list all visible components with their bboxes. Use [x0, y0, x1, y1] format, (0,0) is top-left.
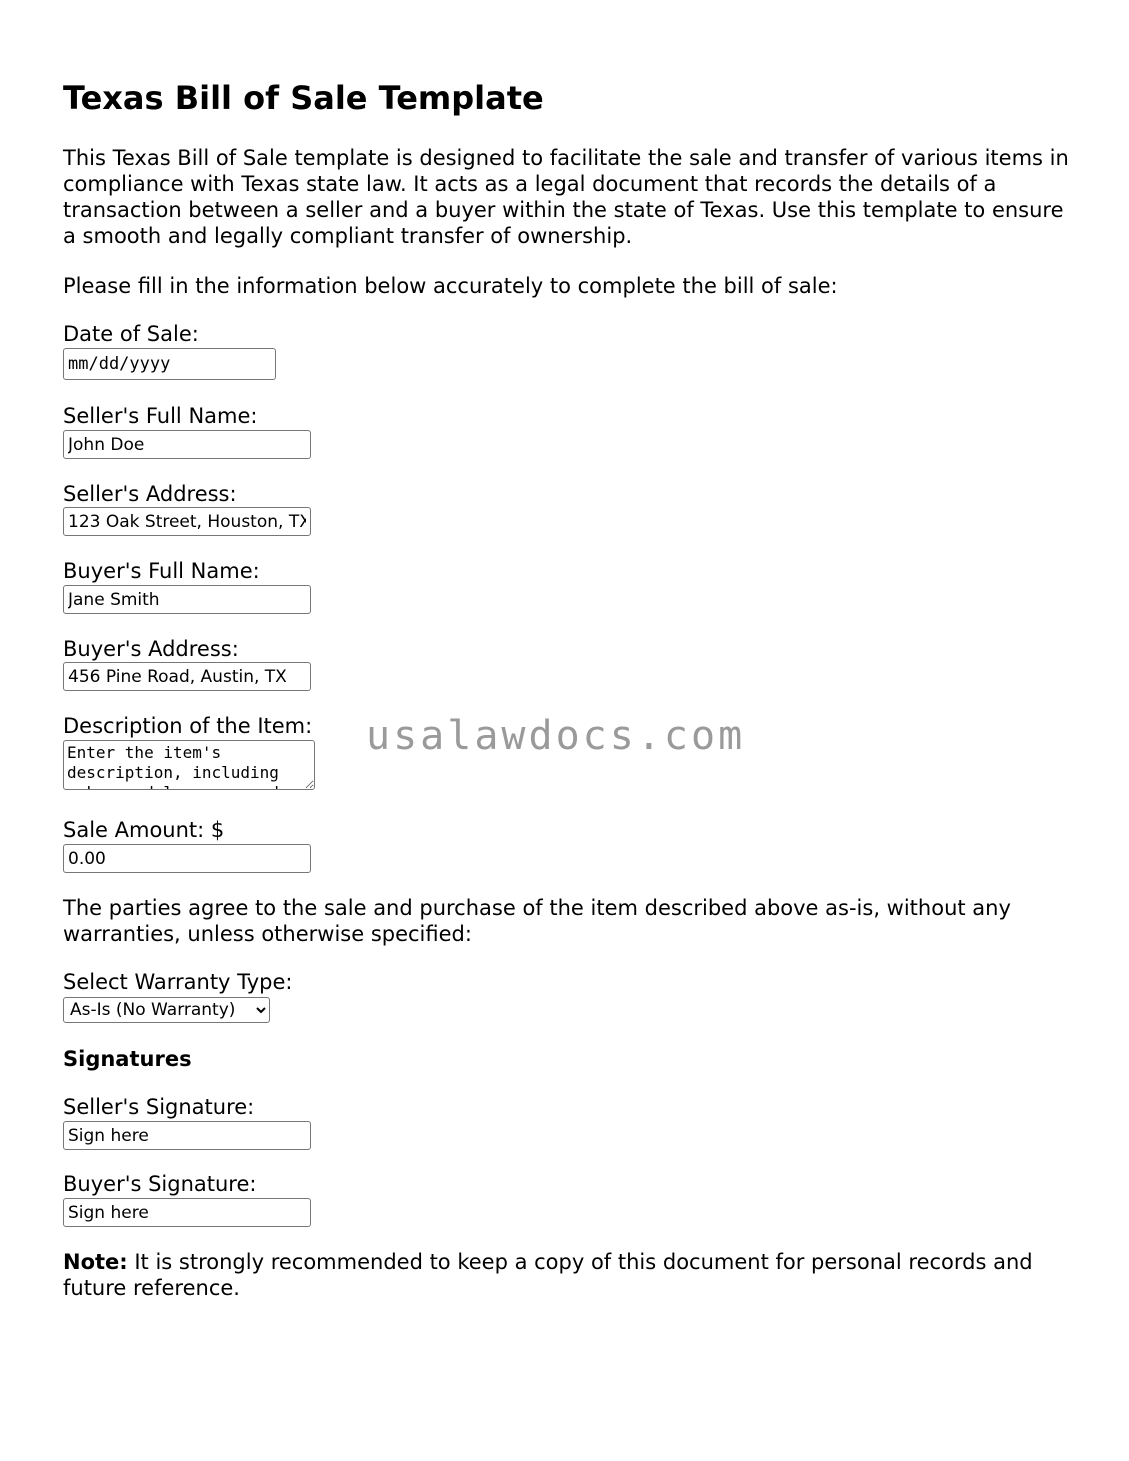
note-paragraph [63, 1249, 1073, 1301]
seller-address-input[interactable] [63, 507, 311, 536]
buyer-name-input[interactable] [63, 585, 311, 614]
seller-name-label: Seller's Full Name: [63, 404, 258, 428]
seller-name-input[interactable] [63, 430, 311, 459]
buyer-address-input[interactable] [63, 662, 311, 691]
intro-paragraph: This Texas Bill of Sale template is designed to facilitate the sale and transfer of various items in compliance with Texas state law. It acts as a legal document that records the details of a transaction between a seller and a buyer within the state of Texas. Use this template to ensure a smooth and legally compliant transfer of ownership. [63, 146, 1069, 248]
item-description-label: Description of the Item: [63, 714, 313, 738]
seller-signature-input[interactable] [63, 1121, 311, 1150]
note-label: Note: [63, 1250, 128, 1274]
agreement-text: The parties agree to the sale and purchase of the item described above as-is, without any warranties, unless otherwise specified: [63, 896, 1011, 946]
signatures-heading: Signatures [63, 1047, 192, 1071]
buyer-signature-label: Buyer's Signature: [63, 1172, 257, 1196]
sale-amount-label: Sale Amount: $ [63, 818, 225, 842]
seller-address-label: Seller's Address: [63, 482, 237, 506]
buyer-name-label: Buyer's Full Name: [63, 559, 260, 583]
buyer-address-label: Buyer's Address: [63, 637, 239, 661]
buyer-signature-input[interactable] [63, 1198, 311, 1227]
page-title: Texas Bill of Sale Template [63, 79, 544, 117]
sale-amount-input[interactable] [63, 844, 311, 873]
seller-signature-label: Seller's Signature: [63, 1095, 255, 1119]
instruction-text: Please fill in the information below accurately to complete the bill of sale: [63, 274, 838, 298]
date-of-sale-input[interactable] [63, 348, 276, 380]
date-of-sale-label: Date of Sale: [63, 322, 199, 346]
warranty-type-select[interactable] [63, 997, 270, 1023]
item-description-textarea[interactable] [63, 740, 315, 790]
note-text: It is strongly recommended to keep a copy of this document for personal records and future reference. [63, 1250, 1033, 1300]
watermark-text: usalawdocs.com [366, 713, 746, 759]
warranty-type-label: Select Warranty Type: [63, 970, 293, 994]
